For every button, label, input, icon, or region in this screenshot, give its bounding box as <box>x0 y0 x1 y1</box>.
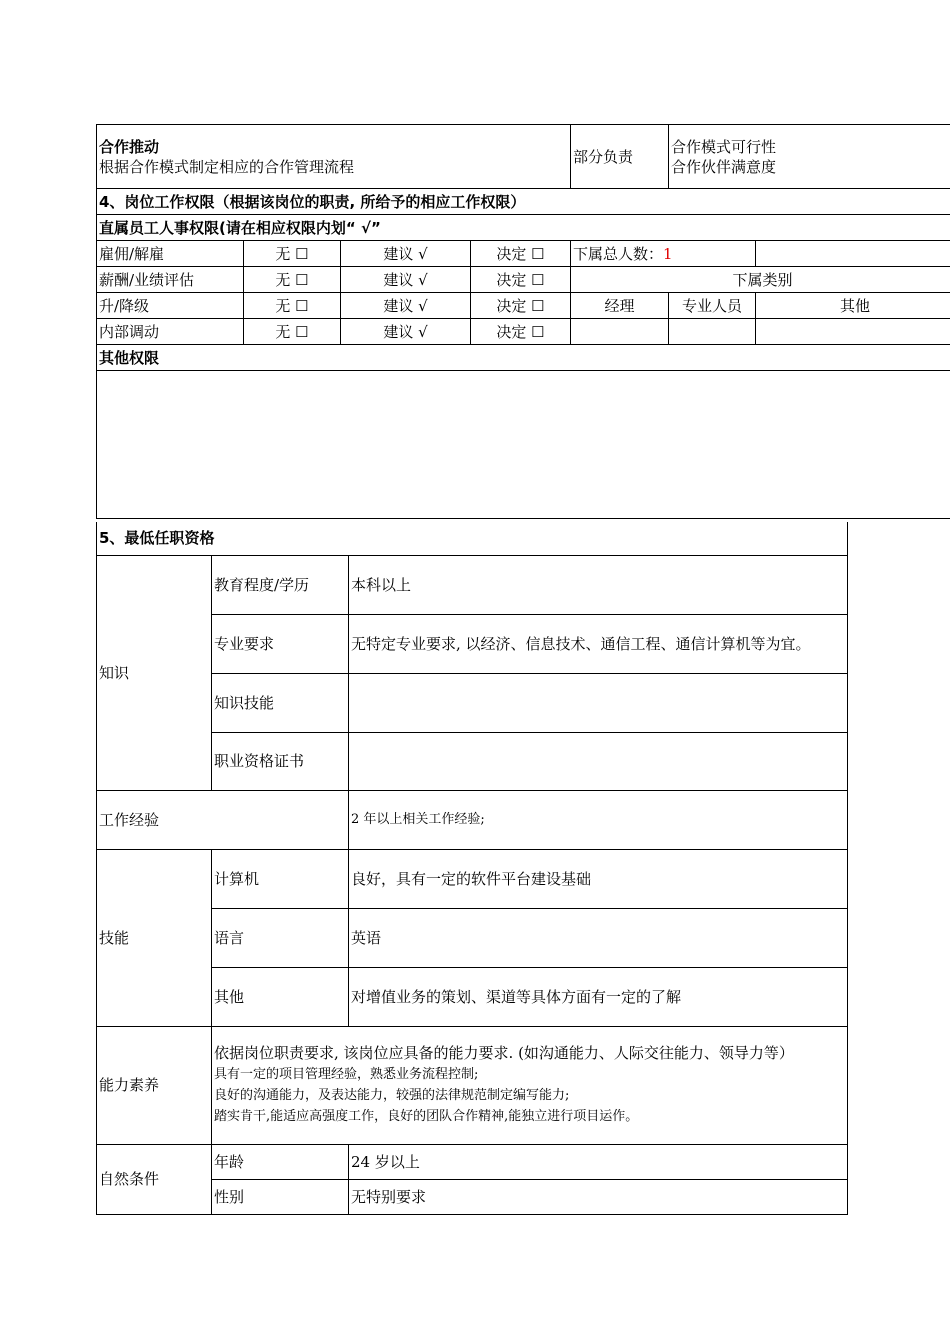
sub-count-professional <box>669 319 756 345</box>
hr-rights-heading: 直属员工人事权限(请在相应权限内划“ √” <box>97 215 950 241</box>
right-label: 雇佣/解雇 <box>97 241 244 267</box>
option-suggest: 建议 √ <box>341 267 471 293</box>
knowledge-item: 教育程度/学历 <box>212 555 349 614</box>
experience-label: 工作经验 <box>97 790 349 849</box>
right-label: 升/降级 <box>97 293 244 319</box>
option-decide: 决定 ☐ <box>471 267 571 293</box>
option-suggest: 建议 √ <box>341 293 471 319</box>
sub-type-other: 其他 <box>756 293 950 319</box>
kpi-item-1: 合作模式可行性 <box>671 137 777 156</box>
sub-count-other <box>756 319 950 345</box>
kpi-cell <box>669 125 950 189</box>
sub-count-manager <box>571 319 669 345</box>
skill-value: 良好，具有一定的软件平台建设基础 <box>349 849 848 908</box>
sub-type-professional: 专业人员 <box>669 293 756 319</box>
ability-line: 依据岗位职责要求, 该岗位应具备的能力要求. (如沟通能力、人际交往能力、领导力等） <box>214 1044 794 1062</box>
knowledge-value: 本科以上 <box>349 555 848 614</box>
task-description: 根据合作模式制定相应的合作管理流程 <box>99 157 355 176</box>
skills-label: 技能 <box>97 849 212 1026</box>
knowledge-value <box>349 732 848 790</box>
natural-item: 性别 <box>212 1179 349 1214</box>
ability-content <box>212 1026 848 1144</box>
responsibility-cell: 部分负责 <box>571 125 669 189</box>
subordinate-total-value: 1 <box>663 244 673 263</box>
skill-item: 语言 <box>212 908 349 967</box>
ability-line: 踏实肯干,能适应高强度工作，良好的团队合作精神,能独立进行项目运作。 <box>214 1109 639 1124</box>
subordinate-type-label: 下属类别 <box>571 267 950 293</box>
rights-row <box>97 293 950 319</box>
knowledge-item: 职业资格证书 <box>212 732 349 790</box>
option-decide: 决定 ☐ <box>471 319 571 345</box>
rights-row <box>97 241 950 267</box>
qualifications-table <box>96 522 848 1215</box>
natural-item: 年龄 <box>212 1144 349 1179</box>
skill-item: 计算机 <box>212 849 349 908</box>
section4-heading: 4、岗位工作权限（根据该岗位的职责, 所给予的相应工作权限） <box>97 189 950 215</box>
ability-line: 具有一定的项目管理经验，熟悉业务流程控制; <box>214 1067 479 1082</box>
option-suggest: 建议 √ <box>341 319 471 345</box>
rights-row <box>97 267 950 293</box>
other-rights-heading: 其他权限 <box>97 345 950 371</box>
ability-label: 能力素养 <box>97 1026 212 1144</box>
subordinate-total-label: 下属总人数： <box>573 244 664 263</box>
right-label: 薪酬/业绩评估 <box>97 267 244 293</box>
natural-value: 24 岁以上 <box>349 1144 848 1179</box>
option-decide: 决定 ☐ <box>471 293 571 319</box>
knowledge-value: 无特定专业要求, 以经济、信息技术、通信工程、通信计算机等为宜。 <box>349 614 848 673</box>
empty-cell <box>756 241 950 267</box>
option-decide: 决定 ☐ <box>471 241 571 267</box>
skill-value: 对增值业务的策划、渠道等具体方面有一定的了解 <box>349 967 848 1026</box>
kpi-item-2: 合作伙伴满意度 <box>671 157 777 176</box>
knowledge-value <box>349 673 848 732</box>
experience-value: 2 年以上相关工作经验; <box>349 790 848 849</box>
subordinate-total <box>571 241 756 267</box>
natural-value: 无特别要求 <box>349 1179 848 1214</box>
sub-type-manager: 经理 <box>571 293 669 319</box>
ability-line: 良好的沟通能力，及表达能力，较强的法律规范制定编写能力; <box>214 1088 570 1103</box>
section5-heading: 5、最低任职资格 <box>97 522 848 555</box>
knowledge-item: 专业要求 <box>212 614 349 673</box>
skill-item: 其他 <box>212 967 349 1026</box>
rights-row <box>97 319 950 345</box>
right-label: 内部调动 <box>97 319 244 345</box>
option-none: 无 ☐ <box>244 267 341 293</box>
permissions-table <box>96 124 950 519</box>
natural-label: 自然条件 <box>97 1144 212 1214</box>
knowledge-item: 知识技能 <box>212 673 349 732</box>
option-none: 无 ☐ <box>244 293 341 319</box>
option-none: 无 ☐ <box>244 319 341 345</box>
skill-value: 英语 <box>349 908 848 967</box>
task-cell <box>97 125 571 189</box>
option-none: 无 ☐ <box>244 241 341 267</box>
option-suggest: 建议 √ <box>341 241 471 267</box>
task-title: 合作推动 <box>99 137 160 156</box>
other-rights-content <box>97 371 950 519</box>
knowledge-label: 知识 <box>97 555 212 790</box>
